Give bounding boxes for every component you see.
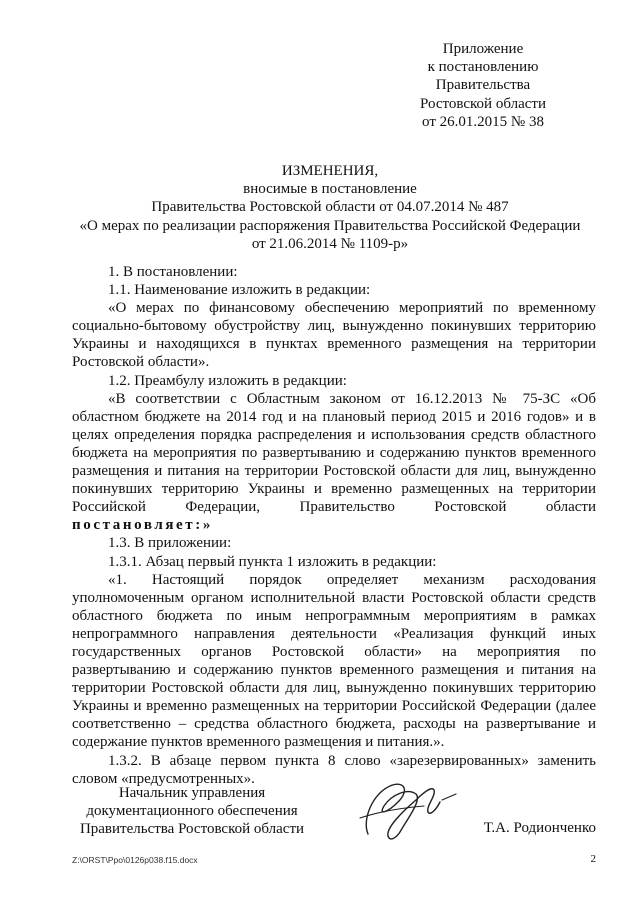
preamble-text: «В соответствии с Областным законом от 16.12.2013 № 75-ЗС «Об областном бюджете на 2014 год и на плановый период 2015 и 2016 годов» и в целях определения порядка распределения и использования средств областного бюджета на мероприятия по развертыванию и содержанию пунктов временного размещения и питания на территории Ростовской области для лиц, вынужденно покинувших территорию Украины и временно размещенных на территории Российской Федерации, Правительство Ростовской области [72, 390, 596, 516]
document-heading [60, 162, 600, 253]
heading-line: Правительства Ростовской области от 04.07.2014 № 487 [151, 199, 509, 216]
paragraph-1-3-2: 1.3.2. В абзаце первом пункта 8 слово «зарезервированных» заменить словом «предусмотренных». [72, 752, 596, 787]
heading-line: вносимые в постановление [243, 181, 417, 198]
signatory-title-line: Начальник управления [118, 785, 266, 801]
paragraph-name-text: «О мерах по финансовому обеспечению мероприятий по временному социально-бытовому обустройству лиц, вынужденно покинувших территорию Украины и находящихся в пунктах временного размещения на территории Ростовской области». [72, 300, 596, 371]
paragraph-1-1: 1.1. Наименование изложить в редакции: [108, 282, 371, 299]
heading-line: «О мерах по реализации распоряжения Правительства Российской Федерации [79, 217, 581, 234]
appendix-line: к постановлению [427, 59, 539, 76]
signatory-title-line: Правительства Ростовской области [79, 821, 305, 838]
paragraph-1: 1. В постановлении: [108, 264, 238, 280]
heading-title: ИЗМЕНЕНИЯ, [281, 163, 379, 179]
appendix-line: Правительства [435, 77, 531, 94]
paragraph-1-3-1: 1.3.1. Абзац первый пункта 1 изложить в редакции: [108, 553, 437, 570]
signatory-title-line: документационного обеспечения [86, 803, 298, 820]
paragraph-1-2: 1.2. Преамбулу изложить в редакции: [108, 372, 347, 389]
appendix-line: Ростовской области [420, 95, 546, 112]
appendix-line: Приложение [442, 41, 524, 57]
signatory-title [72, 784, 312, 839]
paragraph-preamble-text [72, 390, 596, 517]
paragraph-point-1-text: «1. Настоящий порядок определяет механизм расходования уполномоченным органом исполнительной власти Ростовской области средств областного бюджета по иным непрограммным мероприятиям в рамках непрограммного направления деятельности «Реализация функций иных государственных органов Ростовской области» на мероприятия по развертыванию и содержанию пунктов временного размещения и питания на территории Ростовской области для лиц, вынужденно покинувших территорию Украины и временно размещенных на территории Российской Федерации (далее соответственно – средства областного бюджета, расходы на развертывание и содержание пунктов временного размещения и питания.». [72, 571, 596, 751]
page-number: 2 [590, 853, 596, 865]
document-body [72, 263, 596, 788]
paragraph-preamble-end [72, 516, 596, 534]
signatory-name: Т.А. Родионченко [483, 820, 596, 836]
closing-quote: » [202, 517, 213, 534]
handwritten-signature [338, 772, 478, 852]
file-path: Z:\ORST\Ppo\0126p038.f15.docx [72, 855, 198, 865]
heading-line: от 21.06.2014 № 1109-р» [251, 235, 409, 252]
appendix-block [383, 40, 583, 131]
paragraph-1-3: 1.3. В приложении: [108, 535, 232, 552]
appendix-line: от 26.01.2015 № 38 [422, 113, 544, 130]
decree-word: постановляет: [72, 517, 203, 534]
